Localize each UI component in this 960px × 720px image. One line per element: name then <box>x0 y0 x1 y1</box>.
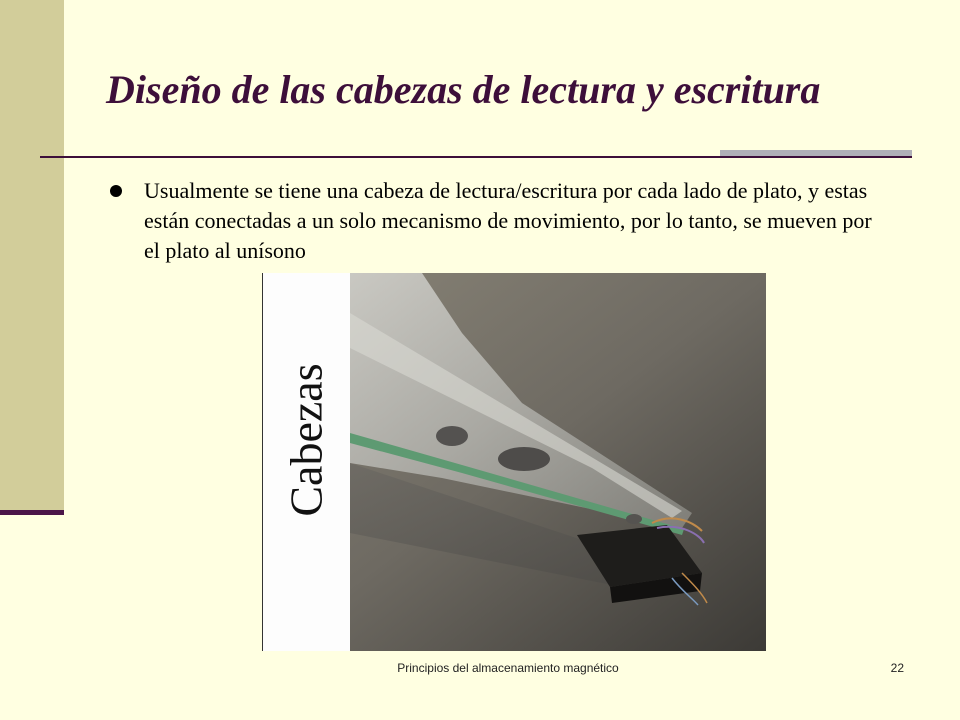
slide-title: Diseño de las cabezas de lectura y escritura <box>106 67 821 112</box>
photo-label: Cabezas <box>280 363 332 517</box>
page-number: 22 <box>890 661 904 675</box>
side-decor-band <box>0 0 64 510</box>
side-decor-line <box>0 510 64 515</box>
slide-footer: Principios del almacenamiento magnético <box>397 661 619 675</box>
bullet-text: Usualmente se tiene una cabeza de lectura/escritura por cada lado de plato, y estas están conectadas a un solo mecanismo de movimiento, por lo tanto, se mueven por el plato al unísono <box>144 178 872 263</box>
bullet-item <box>106 176 876 266</box>
photo-border <box>262 273 263 651</box>
bullet-list <box>106 176 876 266</box>
title-rule <box>40 156 912 158</box>
bullet-icon <box>110 185 122 197</box>
